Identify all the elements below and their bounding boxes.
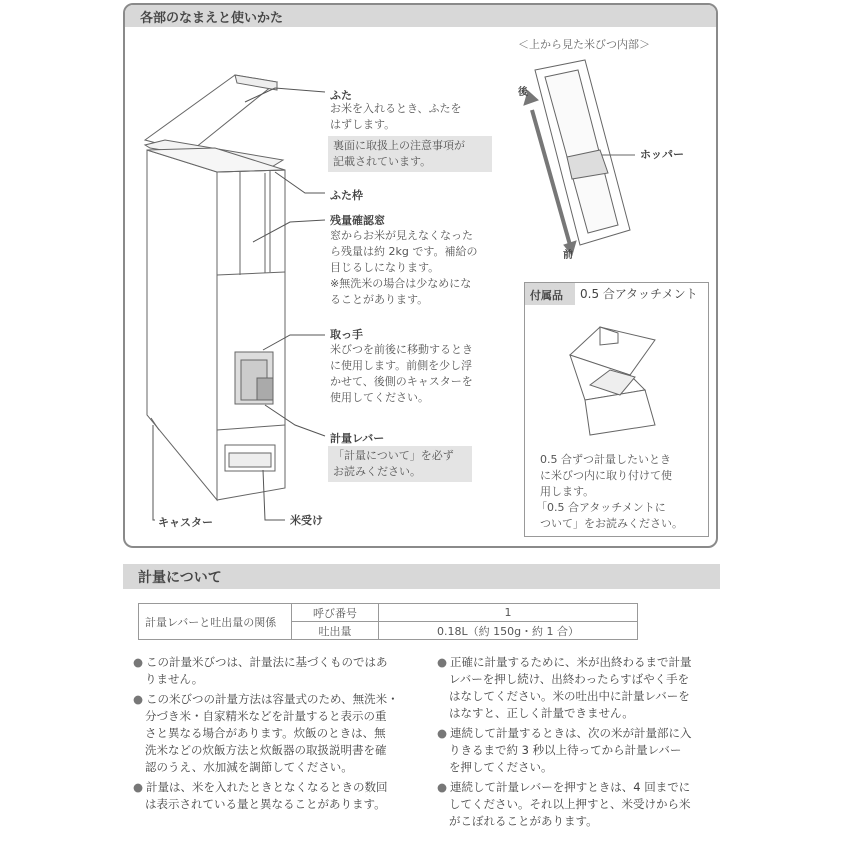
desc-window-1: 窓からお米が見えなくなった xyxy=(330,229,473,242)
topview-front: 前 xyxy=(563,250,573,261)
spec-key: 吐出量 xyxy=(292,622,379,640)
section-title-measure: 計量について xyxy=(138,570,222,586)
spec-value: 0.18L（約 150g・約 1 合） xyxy=(379,622,638,640)
label-handle: 取っ手 xyxy=(330,328,363,341)
desc-handle-1: 米びつを前後に移動するとき xyxy=(330,343,473,356)
desc-handle-4: 使用してください。 xyxy=(330,391,429,404)
bullet-line: がこぼれることがあります。 xyxy=(449,814,598,828)
label-tray: 米受け xyxy=(290,514,323,527)
list-item xyxy=(437,725,727,776)
bullet-dot: ● xyxy=(133,655,144,669)
desc-window-5: ることがあります。 xyxy=(330,293,429,306)
accessory-desc-3: 用します。 xyxy=(540,485,595,498)
bullet-text: この計量米びつは、計量法に基づくものではあ xyxy=(146,655,388,669)
bullet-line xyxy=(133,691,425,708)
bullet-line: 認のうえ、水加減を調節してください。 xyxy=(145,760,353,774)
section-title-parts: 各部のなまえと使いかた xyxy=(140,11,284,26)
attachment-illustration xyxy=(560,315,670,445)
bullet-dot: ● xyxy=(437,726,448,740)
note-lid-2: 記載されています。 xyxy=(333,155,432,168)
label-lid: ふた xyxy=(330,89,352,102)
bullet-line: りきるまで約 3 秒以上待ってから計量レバー xyxy=(449,743,682,757)
accessory-desc-1: 0.5 合ずつ計量したいとき xyxy=(540,453,671,466)
topview-illustration xyxy=(510,55,710,270)
bullet-dot: ● xyxy=(133,692,144,706)
spec-value: 1 xyxy=(379,604,638,622)
topview-title: ＜上から見た米びつ内部＞ xyxy=(518,38,650,51)
leader-lines xyxy=(125,60,345,530)
bullet-dot: ● xyxy=(437,780,448,794)
spec-key: 呼び番号 xyxy=(292,604,379,622)
bullet-line: はなしてください。米の吐出中に計量レバーを xyxy=(449,689,690,703)
label-window: 残量確認窓 xyxy=(330,214,385,227)
list-item xyxy=(133,779,425,813)
desc-lid-2: はずします。 xyxy=(330,118,396,131)
bullet-list-left xyxy=(133,654,425,813)
bullet-dot: ● xyxy=(133,780,144,794)
bullet-line xyxy=(133,654,425,671)
desc-window-3: 目じるしになります。 xyxy=(330,261,440,274)
desc-window-2: ら残量は約 2kg です。補給の xyxy=(330,245,478,258)
spec-row-header: 計量レバーと吐出量の関係 xyxy=(139,604,292,640)
label-lid-frame: ふた枠 xyxy=(330,189,363,202)
bullet-line xyxy=(437,725,727,742)
bullet-line xyxy=(437,779,727,796)
bullet-text: この米びつの計量方法は容量式のため、無洗米・ xyxy=(146,692,399,706)
list-item xyxy=(133,691,425,776)
topview-back: 後 xyxy=(518,87,528,98)
bullet-text: 計量は、米を入れたときとなくなるときの数回 xyxy=(146,780,388,794)
bullet-line: はなすと、正しく計量できません。 xyxy=(449,706,634,720)
bullet-line: 洗米などの炊飯方法と炊飯器の取扱説明書を確 xyxy=(145,743,387,757)
bullet-line: は表示されている量と異なることがあります。 xyxy=(145,797,386,811)
bullet-line: レバーを押し続け、出終わったらすばやく手を xyxy=(449,672,690,686)
accessory-desc-4: 「0.5 合アタッチメントに xyxy=(536,501,666,514)
bullet-line: 分づき米・自家精米などを計量すると表示の重 xyxy=(145,709,387,723)
bullet-line: を押してください。 xyxy=(449,760,553,774)
bullet-line: さと異なる場合があります。炊飯のときは、無 xyxy=(145,726,386,740)
spec-table xyxy=(138,603,638,640)
topview-hopper: ホッパー xyxy=(640,148,684,161)
desc-lid-1: お米を入れるとき、ふたを xyxy=(330,102,462,115)
note-lever-2: お読みください。 xyxy=(333,465,421,478)
bullet-text: 正確に計量するために、米が出終わるまで計量 xyxy=(450,655,692,669)
desc-handle-2: に使用します。前側を少し浮 xyxy=(330,359,473,372)
accessory-badge: 付属品 xyxy=(530,289,563,302)
accessory-desc-2: に米びつ内に取り付けて使 xyxy=(540,469,672,482)
table-row xyxy=(139,604,638,622)
list-item xyxy=(133,654,425,688)
bullet-dot: ● xyxy=(437,655,448,669)
bullet-text: 連続して計量するときは、次の米が計量部に入 xyxy=(450,726,692,740)
bullet-line: りません。 xyxy=(145,672,204,686)
desc-handle-3: かせて、後側のキャスターを xyxy=(330,375,473,388)
note-lid-1: 裏面に取扱上の注意事項が xyxy=(333,139,465,152)
bullet-line xyxy=(437,654,727,671)
label-caster: キャスター xyxy=(158,516,213,529)
accessory-name: 0.5 合アタッチメント xyxy=(580,287,698,301)
accessory-desc-5: ついて」をお読みください。 xyxy=(540,517,683,530)
bullet-line: してください。それ以上押すと、米受けから米 xyxy=(449,797,691,811)
bullet-line xyxy=(133,779,425,796)
label-lever: 計量レバー xyxy=(330,432,385,445)
desc-window-4: ※無洗米の場合は少なめにな xyxy=(330,277,472,290)
note-lever-1: 「計量について」を必ず xyxy=(333,449,454,462)
list-item xyxy=(437,779,727,830)
bullet-list-right xyxy=(437,654,727,830)
list-item xyxy=(437,654,727,722)
bullet-text: 連続して計量レバーを押すときは、4 回までに xyxy=(450,780,691,794)
